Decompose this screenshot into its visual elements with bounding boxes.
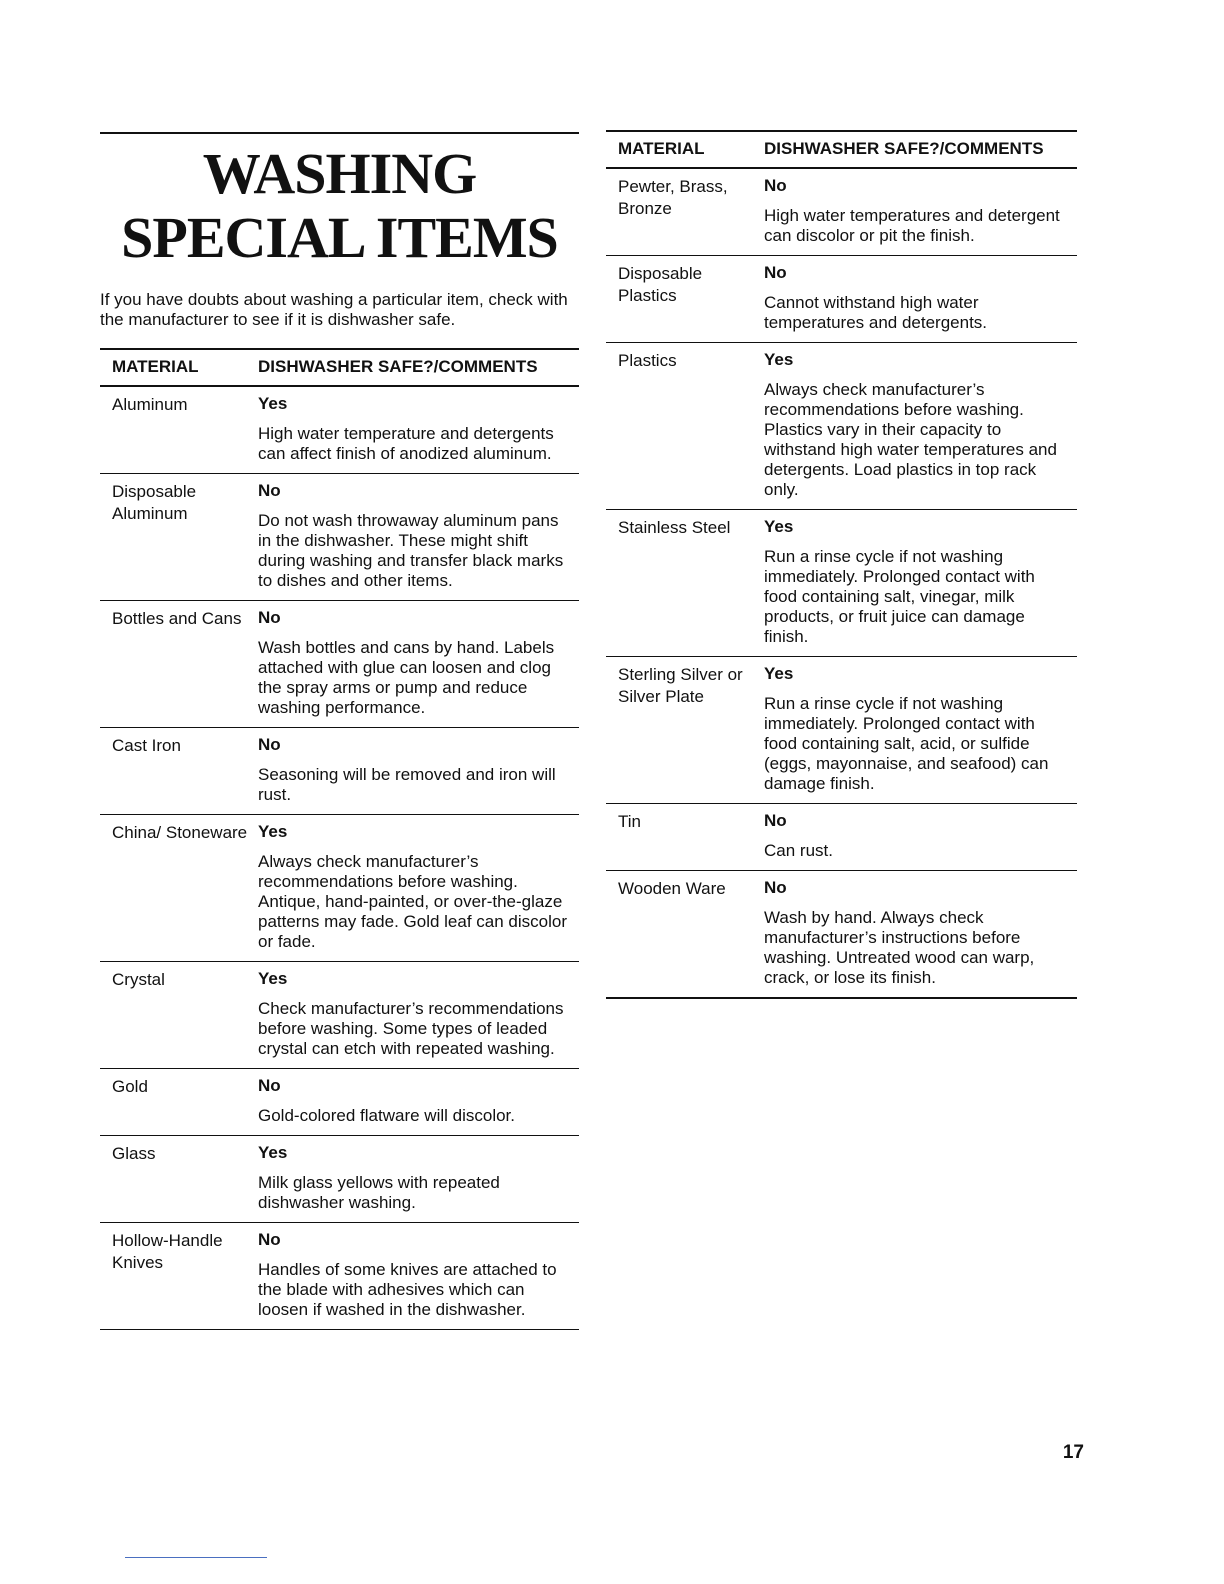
- comments-cell: [764, 510, 1077, 657]
- comment-text: Always check manufacturer’s recommendations before washing. Plastics vary in their capacity to withstand high water temperatures and detergents. Load plastics in top rack only.: [764, 380, 1057, 499]
- comments-cell: [258, 1069, 579, 1136]
- material-cell: Wooden Ware: [606, 871, 764, 999]
- page-title: [100, 134, 579, 270]
- comment-text: Wash bottles and cans by hand. Labels attached with glue can loosen and clog the spray arms or pump and reduce washing performance.: [258, 638, 555, 717]
- comment-text: Gold-colored flatware will discolor.: [258, 1106, 515, 1125]
- table-body-right: [606, 168, 1077, 998]
- comment-text: Check manufacturer’s recommendations before washing. Some types of leaded crystal can etch with repeated washing.: [258, 999, 564, 1058]
- comment-text: Do not wash throwaway aluminum pans in the dishwasher. These might shift during washing and transfer black marks to dishes and other items.: [258, 511, 564, 590]
- dishwasher-safe-verdict: Yes: [764, 664, 794, 683]
- material-cell: Disposable Aluminum: [100, 474, 258, 601]
- intro-paragraph: If you have doubts about washing a particular item, check with the manufacturer to see if it is dishwasher safe.: [100, 290, 568, 329]
- table-row: [100, 474, 579, 601]
- material-cell: Aluminum: [100, 386, 258, 474]
- material-cell: Disposable Plastics: [606, 256, 764, 343]
- table-row: [100, 728, 579, 815]
- dishwasher-safe-verdict: No: [258, 481, 281, 500]
- material-cell: Sterling Silver or Silver Plate: [606, 657, 764, 804]
- material-cell: Crystal: [100, 962, 258, 1069]
- material-column-header: MATERIAL: [100, 349, 258, 386]
- material-cell: Plastics: [606, 343, 764, 510]
- dishwasher-safe-verdict: No: [764, 176, 787, 195]
- material-cell: China/ Stoneware: [100, 815, 258, 962]
- comments-cell: [258, 1223, 579, 1330]
- right-column: [606, 130, 1077, 999]
- table-row: [606, 804, 1077, 871]
- comments-cell: [764, 168, 1077, 256]
- comment-text: Wash by hand. Always check manufacturer’s instructions before washing. Untreated wood can warp, crack, or lose its finish.: [764, 908, 1035, 987]
- table-row: [100, 815, 579, 962]
- dishwasher-safe-verdict: No: [258, 735, 281, 754]
- dishwasher-safe-verdict: Yes: [258, 822, 288, 841]
- dishwasher-safe-verdict: No: [258, 1230, 281, 1249]
- title-line-2: SPECIAL ITEMS: [121, 205, 558, 270]
- materials-table-right: [606, 130, 1077, 999]
- table-header-row: [100, 349, 579, 386]
- material-cell: Glass: [100, 1136, 258, 1223]
- table-row: [100, 386, 579, 474]
- dishwasher-safe-verdict: No: [764, 263, 787, 282]
- comments-column-header: DISHWASHER SAFE?/COMMENTS: [764, 131, 1077, 168]
- table-row: [606, 510, 1077, 657]
- comment-text: High water temperature and detergents can affect finish of anodized aluminum.: [258, 424, 554, 463]
- table-row: [606, 657, 1077, 804]
- table-row: [606, 871, 1077, 999]
- table-row: [100, 601, 579, 728]
- table-row: [100, 1069, 579, 1136]
- footer-line: [125, 1557, 267, 1558]
- dishwasher-safe-verdict: Yes: [258, 394, 288, 413]
- material-cell: Pewter, Brass, Bronze: [606, 168, 764, 256]
- material-cell: Bottles and Cans: [100, 601, 258, 728]
- comment-text: Milk glass yellows with repeated dishwasher washing.: [258, 1173, 500, 1212]
- page-number: 17: [1062, 1442, 1084, 1463]
- dishwasher-safe-verdict: Yes: [258, 969, 288, 988]
- comments-cell: [258, 815, 579, 962]
- dishwasher-safe-verdict: No: [764, 811, 787, 830]
- title-line-1: WASHING: [202, 141, 477, 206]
- comments-column-header: DISHWASHER SAFE?/COMMENTS: [258, 349, 579, 386]
- comments-cell: [258, 728, 579, 815]
- comments-cell: [764, 657, 1077, 804]
- table-row: [606, 343, 1077, 510]
- material-cell: Tin: [606, 804, 764, 871]
- dishwasher-safe-verdict: No: [258, 608, 281, 627]
- comments-cell: [258, 1136, 579, 1223]
- material-cell: Gold: [100, 1069, 258, 1136]
- comments-cell: [764, 256, 1077, 343]
- comment-text: Always check manufacturer’s recommendations before washing. Antique, hand-painted, or over-the-glaze patterns may fade. Gold leaf can discolor or fade.: [258, 852, 567, 951]
- dishwasher-safe-verdict: No: [764, 878, 787, 897]
- dishwasher-safe-verdict: No: [258, 1076, 281, 1095]
- material-cell: Stainless Steel: [606, 510, 764, 657]
- left-column: [100, 132, 579, 1330]
- comment-text: Run a rinse cycle if not washing immediately. Prolonged contact with food containing salt, acid, or sulfide (eggs, mayonnaise, and seafood) can damage finish.: [764, 694, 1049, 793]
- comment-text: Handles of some knives are attached to the blade with adhesives which can loosen if washed in the dishwasher.: [258, 1260, 557, 1319]
- materials-table-left: [100, 348, 579, 1330]
- comment-text: Cannot withstand high water temperatures and detergents.: [764, 293, 988, 332]
- table-row: [606, 256, 1077, 343]
- table-body-left: [100, 386, 579, 1330]
- comments-cell: [258, 962, 579, 1069]
- comments-cell: [258, 601, 579, 728]
- table-row: [100, 962, 579, 1069]
- comment-text: Run a rinse cycle if not washing immediately. Prolonged contact with food containing salt, vinegar, milk products, or fruit juice can damage finish.: [764, 547, 1035, 646]
- table-row: [606, 168, 1077, 256]
- comment-text: Can rust.: [764, 841, 833, 860]
- comment-text: High water temperatures and detergent can discolor or pit the finish.: [764, 206, 1060, 245]
- material-cell: Hollow-Handle Knives: [100, 1223, 258, 1330]
- dishwasher-safe-verdict: Yes: [764, 350, 794, 369]
- table-row: [100, 1136, 579, 1223]
- comments-cell: [258, 386, 579, 474]
- comments-cell: [764, 871, 1077, 999]
- material-cell: Cast Iron: [100, 728, 258, 815]
- comments-cell: [764, 343, 1077, 510]
- comment-text: Seasoning will be removed and iron will rust.: [258, 765, 556, 804]
- material-column-header: MATERIAL: [606, 131, 764, 168]
- table-header-row: [606, 131, 1077, 168]
- dishwasher-safe-verdict: Yes: [258, 1143, 288, 1162]
- dishwasher-safe-verdict: Yes: [764, 517, 794, 536]
- table-row: [100, 1223, 579, 1330]
- comments-cell: [764, 804, 1077, 871]
- comments-cell: [258, 474, 579, 601]
